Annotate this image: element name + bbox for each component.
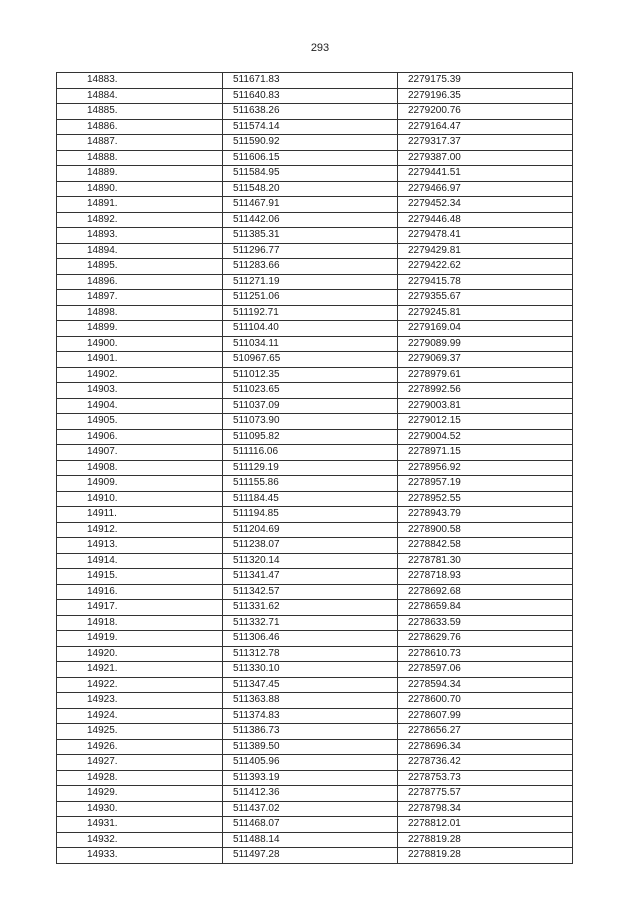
point-number-cell: 14925.: [57, 724, 223, 740]
table-row: [57, 569, 573, 585]
northing-cell: 2278992.56: [398, 383, 573, 399]
northing-cell: 2279387.00: [398, 150, 573, 166]
easting-cell: 511095.82: [223, 429, 398, 445]
northing-cell: 2279429.81: [398, 243, 573, 259]
table-row: [57, 321, 573, 337]
easting-cell: 511296.77: [223, 243, 398, 259]
easting-cell: 511363.88: [223, 693, 398, 709]
point-number-cell: 14927.: [57, 755, 223, 771]
easting-cell: 511347.45: [223, 677, 398, 693]
northing-cell: 2278692.68: [398, 584, 573, 600]
table-row: [57, 755, 573, 771]
easting-cell: 511405.96: [223, 755, 398, 771]
point-number-cell: 14907.: [57, 445, 223, 461]
table-row: [57, 243, 573, 259]
point-number-cell: 14910.: [57, 491, 223, 507]
coordinates-table-body: [57, 73, 573, 864]
point-number-cell: 14915.: [57, 569, 223, 585]
easting-cell: 511306.46: [223, 631, 398, 647]
table-row: [57, 119, 573, 135]
table-row: [57, 662, 573, 678]
easting-cell: 511385.31: [223, 228, 398, 244]
northing-cell: 2279452.34: [398, 197, 573, 213]
table-row: [57, 104, 573, 120]
northing-cell: 2278696.34: [398, 739, 573, 755]
table-row: [57, 181, 573, 197]
northing-cell: 2278842.58: [398, 538, 573, 554]
northing-cell: 2279446.48: [398, 212, 573, 228]
northing-cell: 2279355.67: [398, 290, 573, 306]
point-number-cell: 14909.: [57, 476, 223, 492]
northing-cell: 2279012.15: [398, 414, 573, 430]
easting-cell: 511374.83: [223, 708, 398, 724]
point-number-cell: 14883.: [57, 73, 223, 89]
table-row: [57, 166, 573, 182]
northing-cell: 2279466.97: [398, 181, 573, 197]
northing-cell: 2278597.06: [398, 662, 573, 678]
point-number-cell: 14919.: [57, 631, 223, 647]
point-number-cell: 14885.: [57, 104, 223, 120]
easting-cell: 511332.71: [223, 615, 398, 631]
point-number-cell: 14911.: [57, 507, 223, 523]
point-number-cell: 14897.: [57, 290, 223, 306]
table-row: [57, 801, 573, 817]
table-row: [57, 305, 573, 321]
northing-cell: 2278736.42: [398, 755, 573, 771]
northing-cell: 2278781.30: [398, 553, 573, 569]
northing-cell: 2279089.99: [398, 336, 573, 352]
easting-cell: 511331.62: [223, 600, 398, 616]
coordinates-table: [56, 72, 573, 864]
northing-cell: 2278718.93: [398, 569, 573, 585]
point-number-cell: 14902.: [57, 367, 223, 383]
table-row: [57, 352, 573, 368]
easting-cell: 511590.92: [223, 135, 398, 151]
table-row: [57, 522, 573, 538]
point-number-cell: 14916.: [57, 584, 223, 600]
table-row: [57, 693, 573, 709]
northing-cell: 2279422.62: [398, 259, 573, 275]
table-row: [57, 197, 573, 213]
point-number-cell: 14912.: [57, 522, 223, 538]
table-row: [57, 212, 573, 228]
point-number-cell: 14932.: [57, 832, 223, 848]
easting-cell: 511468.07: [223, 817, 398, 833]
point-number-cell: 14892.: [57, 212, 223, 228]
easting-cell: 511574.14: [223, 119, 398, 135]
table-row: [57, 507, 573, 523]
table-row: [57, 73, 573, 89]
easting-cell: 511386.73: [223, 724, 398, 740]
northing-cell: 2278812.01: [398, 817, 573, 833]
easting-cell: 511488.14: [223, 832, 398, 848]
easting-cell: 511034.11: [223, 336, 398, 352]
easting-cell: 511548.20: [223, 181, 398, 197]
point-number-cell: 14905.: [57, 414, 223, 430]
point-number-cell: 14886.: [57, 119, 223, 135]
easting-cell: 511638.26: [223, 104, 398, 120]
point-number-cell: 14895.: [57, 259, 223, 275]
easting-cell: 511312.78: [223, 646, 398, 662]
point-number-cell: 14922.: [57, 677, 223, 693]
table-row: [57, 414, 573, 430]
northing-cell: 2278775.57: [398, 786, 573, 802]
point-number-cell: 14891.: [57, 197, 223, 213]
northing-cell: 2279415.78: [398, 274, 573, 290]
point-number-cell: 14926.: [57, 739, 223, 755]
point-number-cell: 14887.: [57, 135, 223, 151]
easting-cell: 510967.65: [223, 352, 398, 368]
easting-cell: 511194.85: [223, 507, 398, 523]
northing-cell: 2279069.37: [398, 352, 573, 368]
point-number-cell: 14923.: [57, 693, 223, 709]
northing-cell: 2278610.73: [398, 646, 573, 662]
table-row: [57, 150, 573, 166]
northing-cell: 2278753.73: [398, 770, 573, 786]
point-number-cell: 14903.: [57, 383, 223, 399]
easting-cell: 511023.65: [223, 383, 398, 399]
northing-cell: 2278798.34: [398, 801, 573, 817]
easting-cell: 511192.71: [223, 305, 398, 321]
northing-cell: 2279441.51: [398, 166, 573, 182]
point-number-cell: 14904.: [57, 398, 223, 414]
northing-cell: 2278594.34: [398, 677, 573, 693]
northing-cell: 2278979.61: [398, 367, 573, 383]
table-row: [57, 336, 573, 352]
easting-cell: 511437.02: [223, 801, 398, 817]
table-row: [57, 88, 573, 104]
northing-cell: 2279200.76: [398, 104, 573, 120]
northing-cell: 2278659.84: [398, 600, 573, 616]
point-number-cell: 14908.: [57, 460, 223, 476]
northing-cell: 2278900.58: [398, 522, 573, 538]
easting-cell: 511467.91: [223, 197, 398, 213]
point-number-cell: 14888.: [57, 150, 223, 166]
table-row: [57, 460, 573, 476]
northing-cell: 2279317.37: [398, 135, 573, 151]
point-number-cell: 14933.: [57, 848, 223, 864]
easting-cell: 511606.15: [223, 150, 398, 166]
easting-cell: 511037.09: [223, 398, 398, 414]
table-row: [57, 724, 573, 740]
point-number-cell: 14896.: [57, 274, 223, 290]
easting-cell: 511104.40: [223, 321, 398, 337]
easting-cell: 511671.83: [223, 73, 398, 89]
table-row: [57, 476, 573, 492]
easting-cell: 511283.66: [223, 259, 398, 275]
table-row: [57, 290, 573, 306]
northing-cell: 2278600.70: [398, 693, 573, 709]
table-row: [57, 228, 573, 244]
point-number-cell: 14889.: [57, 166, 223, 182]
table-row: [57, 770, 573, 786]
northing-cell: 2279478.41: [398, 228, 573, 244]
point-number-cell: 14917.: [57, 600, 223, 616]
northing-cell: 2278633.59: [398, 615, 573, 631]
table-row: [57, 538, 573, 554]
easting-cell: 511330.10: [223, 662, 398, 678]
point-number-cell: 14920.: [57, 646, 223, 662]
easting-cell: 511073.90: [223, 414, 398, 430]
northing-cell: 2278629.76: [398, 631, 573, 647]
easting-cell: 511640.83: [223, 88, 398, 104]
table-row: [57, 615, 573, 631]
easting-cell: 511129.19: [223, 460, 398, 476]
easting-cell: 511584.95: [223, 166, 398, 182]
point-number-cell: 14921.: [57, 662, 223, 678]
table-row: [57, 274, 573, 290]
point-number-cell: 14924.: [57, 708, 223, 724]
easting-cell: 511320.14: [223, 553, 398, 569]
point-number-cell: 14906.: [57, 429, 223, 445]
northing-cell: 2279169.04: [398, 321, 573, 337]
table-row: [57, 135, 573, 151]
easting-cell: 511389.50: [223, 739, 398, 755]
point-number-cell: 14929.: [57, 786, 223, 802]
point-number-cell: 14899.: [57, 321, 223, 337]
point-number-cell: 14900.: [57, 336, 223, 352]
easting-cell: 511341.47: [223, 569, 398, 585]
northing-cell: 2279196.35: [398, 88, 573, 104]
easting-cell: 511251.06: [223, 290, 398, 306]
table-row: [57, 646, 573, 662]
point-number-cell: 14930.: [57, 801, 223, 817]
table-row: [57, 600, 573, 616]
point-number-cell: 14893.: [57, 228, 223, 244]
northing-cell: 2279245.81: [398, 305, 573, 321]
point-number-cell: 14898.: [57, 305, 223, 321]
point-number-cell: 14901.: [57, 352, 223, 368]
northing-cell: 2279004.52: [398, 429, 573, 445]
table-row: [57, 491, 573, 507]
northing-cell: 2278943.79: [398, 507, 573, 523]
northing-cell: 2278819.28: [398, 832, 573, 848]
table-row: [57, 848, 573, 864]
easting-cell: 511393.19: [223, 770, 398, 786]
easting-cell: 511271.19: [223, 274, 398, 290]
easting-cell: 511012.35: [223, 367, 398, 383]
table-row: [57, 817, 573, 833]
northing-cell: 2278607.99: [398, 708, 573, 724]
northing-cell: 2278819.28: [398, 848, 573, 864]
easting-cell: 511442.06: [223, 212, 398, 228]
northing-cell: 2279175.39: [398, 73, 573, 89]
northing-cell: 2279003.81: [398, 398, 573, 414]
point-number-cell: 14884.: [57, 88, 223, 104]
table-row: [57, 429, 573, 445]
point-number-cell: 14931.: [57, 817, 223, 833]
table-row: [57, 708, 573, 724]
table-row: [57, 786, 573, 802]
northing-cell: 2278957.19: [398, 476, 573, 492]
northing-cell: 2278956.92: [398, 460, 573, 476]
table-row: [57, 631, 573, 647]
easting-cell: 511155.86: [223, 476, 398, 492]
table-row: [57, 553, 573, 569]
northing-cell: 2278656.27: [398, 724, 573, 740]
table-row: [57, 832, 573, 848]
easting-cell: 511412.36: [223, 786, 398, 802]
northing-cell: 2278971.15: [398, 445, 573, 461]
easting-cell: 511497.28: [223, 848, 398, 864]
point-number-cell: 14890.: [57, 181, 223, 197]
table-row: [57, 383, 573, 399]
table-row: [57, 445, 573, 461]
table-row: [57, 398, 573, 414]
northing-cell: 2279164.47: [398, 119, 573, 135]
point-number-cell: 14894.: [57, 243, 223, 259]
page-number: 293: [310, 42, 330, 54]
easting-cell: 511342.57: [223, 584, 398, 600]
point-number-cell: 14918.: [57, 615, 223, 631]
easting-cell: 511116.06: [223, 445, 398, 461]
table-row: [57, 259, 573, 275]
table-row: [57, 677, 573, 693]
table-row: [57, 739, 573, 755]
easting-cell: 511184.45: [223, 491, 398, 507]
table-row: [57, 584, 573, 600]
easting-cell: 511204.69: [223, 522, 398, 538]
easting-cell: 511238.07: [223, 538, 398, 554]
point-number-cell: 14913.: [57, 538, 223, 554]
point-number-cell: 14928.: [57, 770, 223, 786]
point-number-cell: 14914.: [57, 553, 223, 569]
northing-cell: 2278952.55: [398, 491, 573, 507]
table-row: [57, 367, 573, 383]
